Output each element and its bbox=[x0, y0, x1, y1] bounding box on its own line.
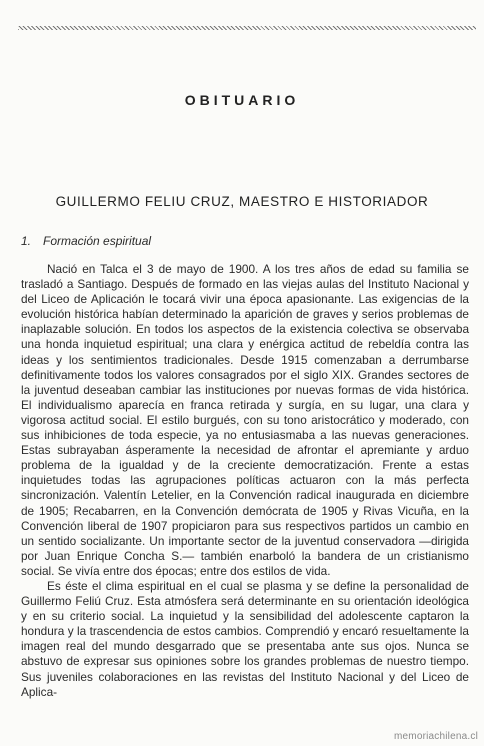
article-body bbox=[21, 262, 469, 700]
subsection-heading bbox=[21, 234, 151, 248]
paragraph: Nació en Talca el 3 de mayo de 1900. A los tres años de edad su familia se trasladó a Santiago. Después de formado en las viejas aulas del Instituto Nacional y del Liceo de Aplicación le tocará vivir una época apasionante. Las exigencias de la evolución histórica habían determinado la aparición de graves y serios problemas de inaplazable solución. En todos los aspectos de la existencia colectiva se observaba una honda inquietud espiritual; una clara y enérgica actitud de rebeldía contra las ideas y los sentimientos tradicionales. Desde 1915 comenzaban a derrumbarse definitivamente todos los valores consagrados por el siglo XIX. Grandes sectores de la juventud deseaban cambiar las instituciones por nuevas formas de vida histórica. El individualismo aparecía en franca retirada y surgía, en su lugar, una clara y vigorosa actitud social. El estilo burgués, con su tono aristocrático y moderado, con sus inhibiciones de toda especie, ya no entusiasmaba a las nuevas generaciones. Estas subrayaban ásperamente la necesidad de afrontar el apremiante y arduo problema de la igualdad y de la creciente democratización. Frente a estas inquietudes todas las agrupaciones políticas actuaron con la más perfecta sincronización. Valentín Letelier, en la Convención radical inaugurada en diciembre de 1905; Recabarren, en la Convención demócrata de 1905 y Rivas Vicuña, en la Convención liberal de 1907 propiciaron para sus respectivos partidos un cambio en un sentido socializante. Un importante sector de la juventud conservadora —dirigida por Juan Enrique Concha S.— también enarboló la bandera de un cristianismo social. Se vivía entre dos épocas; entre dos estilos de vida. bbox=[21, 262, 469, 578]
section-title: OBITUARIO bbox=[184, 92, 300, 108]
article-title: GUILLERMO FELIU CRUZ, MAESTRO E HISTORIADOR bbox=[55, 194, 429, 209]
decorative-border bbox=[18, 26, 476, 30]
paragraph: Es éste el clima espiritual en el cual se plasma y se define la personalidad de Guillermo Feliú Cruz. Esta atmósfera será determinante en su orientación ideológica y en su criterio social. La inquietud y la sensibilidad del adolescente captaron la hondura y la trascendencia de estos cambios. Comprendió y encaró resueltamente la imagen real del mundo desgarrado que se presentaba ante sus ojos. Nunca se abstuvo de expresar sus opiniones sobre los grandes problemas de nuestro tiempo. Sus juveniles colaboraciones en las revistas del Instituto Nacional y del Liceo de Aplica- bbox=[21, 578, 469, 699]
subsection-title: Formación espiritual bbox=[43, 234, 152, 248]
subsection-number: 1. bbox=[21, 234, 32, 248]
watermark: memoriachilena.cl bbox=[394, 731, 478, 742]
